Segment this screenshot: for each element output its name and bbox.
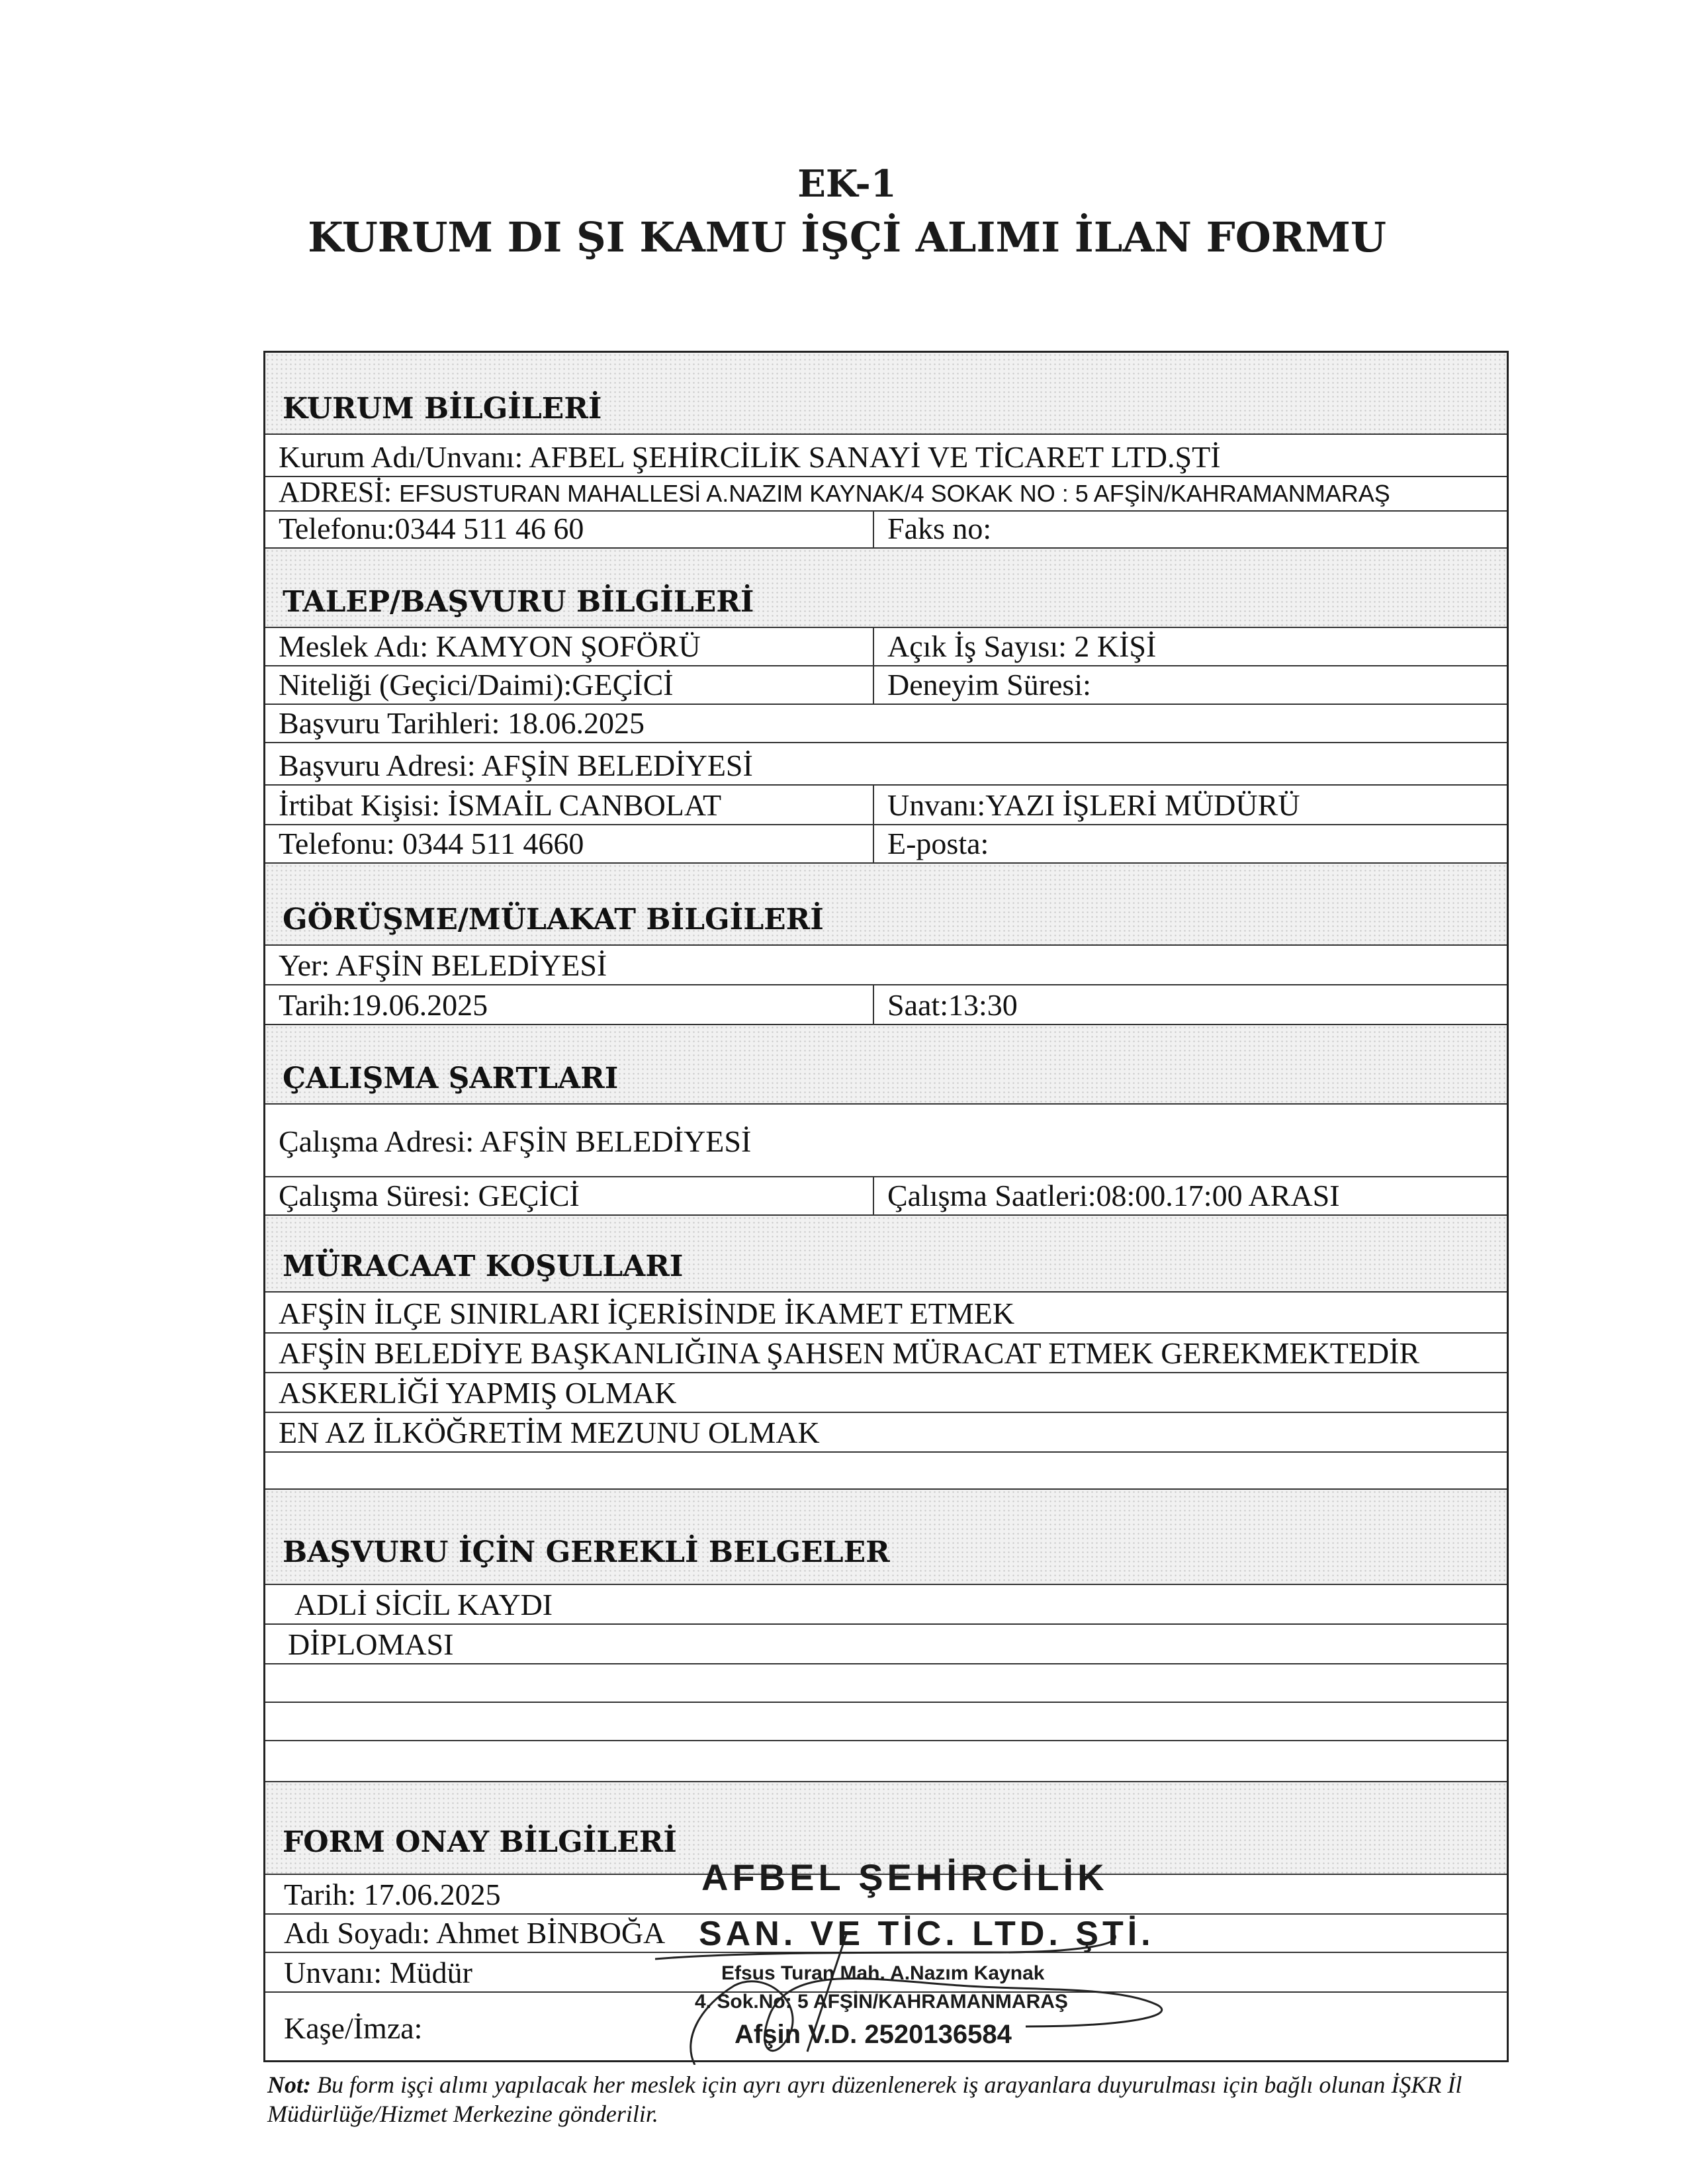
talep-row-6 <box>265 825 1507 864</box>
occupation: Meslek Adı: KAMYON ŞOFÖRÜ <box>279 629 701 663</box>
column-divider <box>873 628 874 665</box>
stamp-signature-label: Kaşe/İmza: <box>284 2011 423 2045</box>
section-title: GÖRÜŞME/MÜLAKAT BİLGİLERİ <box>283 903 824 936</box>
kurum-address-row <box>265 477 1507 512</box>
requirement: AFŞİN İLÇE SINIRLARI İÇERİSİNDE İKAMET ETMEK <box>279 1296 1015 1330</box>
column-divider <box>873 786 874 824</box>
section-calisma-header <box>265 1025 1507 1105</box>
column-divider <box>873 825 874 862</box>
stamp-line: Efsus Turan Mah. A.Nazım Kaynak <box>721 1962 1045 1984</box>
list-item <box>265 1334 1507 1373</box>
interview-date: Tarih:19.06.2025 <box>279 987 488 1022</box>
section-title: ÇALIŞMA ŞARTLARI <box>283 1062 619 1095</box>
interview-place: Yer: AFŞİN BELEDİYESİ <box>279 948 607 982</box>
list-item <box>265 1373 1507 1413</box>
stamp-line: Afşin V.D. 2520136584 <box>735 2020 1012 2049</box>
requirement: AFŞİN BELEDİYE BAŞKANLIĞINA ŞAHSEN MÜRACAT ETMEK GEREKMEKTEDİR <box>279 1336 1420 1370</box>
talep-row-4 <box>265 743 1507 786</box>
section-title: TALEP/BAŞVURU BİLGİLERİ <box>283 585 754 619</box>
kurum-fax: Faks no: <box>887 511 992 545</box>
contact-person: İrtibat Kişisi: İSMAİL CANBOLAT <box>279 788 722 822</box>
required-document: ADLİ SİCİL KAYDI <box>294 1587 553 1621</box>
note-label: Not: <box>267 2071 311 2098</box>
job-posting-form <box>263 351 1509 2062</box>
column-divider <box>873 985 874 1024</box>
calisma-row-1 <box>265 1105 1507 1177</box>
kurum-name-row <box>265 435 1507 477</box>
talep-row-3 <box>265 705 1507 743</box>
empty-row <box>265 1741 1507 1782</box>
list-item <box>265 1293 1507 1334</box>
approver-name: Adı Soyadı: Ahmet BİNBOĞA <box>284 1915 666 1950</box>
empty-row <box>265 1703 1507 1741</box>
employment-type: Niteliği (Geçici/Daimi):GEÇİCİ <box>279 667 674 702</box>
form-title: KURUM DI ŞI KAMU İŞÇİ ALIMI İLAN FORMU <box>308 213 1386 261</box>
column-divider <box>873 666 874 704</box>
kurum-name: Kurum Adı/Unvanı: AFBEL ŞEHİRCİLİK SANAYİ VE TİCARET LTD.ŞTİ <box>279 439 1221 474</box>
empty-row <box>265 1664 1507 1703</box>
required-document: DİPLOMASI <box>288 1627 454 1661</box>
open-positions: Açık İş Sayısı: 2 KİŞİ <box>887 629 1157 663</box>
list-item <box>265 1413 1507 1453</box>
section-talep-header <box>265 549 1507 628</box>
kurum-phone: Telefonu:0344 511 46 60 <box>279 511 584 545</box>
kurum-address: ADRESİ: EFSUSTURAN MAHALLESİ A.NAZIM KAYNAK/4 SOKAK NO : 5 AFŞİN/KAHRAMANMARAŞ <box>279 475 1390 508</box>
talep-row-1 <box>265 628 1507 666</box>
gorusme-row-1 <box>265 946 1507 985</box>
section-muracaat-header <box>265 1216 1507 1293</box>
gorusme-row-2 <box>265 985 1507 1025</box>
requirement: EN AZ İLKÖĞRETİM MEZUNU OLMAK <box>279 1415 820 1449</box>
calisma-row-2 <box>265 1177 1507 1216</box>
application-dates: Başvuru Tarihleri: 18.06.2025 <box>279 705 645 740</box>
experience: Deneyim Süresi: <box>887 667 1091 702</box>
section-kurum-header <box>265 353 1507 435</box>
contact-phone: Telefonu: 0344 511 4660 <box>279 826 584 860</box>
work-duration: Çalışma Süresi: GEÇİCİ <box>279 1178 580 1212</box>
interview-time: Saat:13:30 <box>887 987 1018 1022</box>
kurum-contact-row <box>265 512 1507 549</box>
section-title: BAŞVURU İÇİN GEREKLİ BELGELER <box>283 1535 890 1569</box>
section-gorusme-header <box>265 864 1507 946</box>
application-address: Başvuru Adresi: AFŞİN BELEDİYESİ <box>279 748 753 782</box>
column-divider <box>873 1177 874 1214</box>
stamp-line: SAN. VE TİC. LTD. ŞTİ. <box>699 1915 1155 1953</box>
stamp-line: AFBEL ŞEHİRCİLİK <box>701 1856 1108 1898</box>
section-title: FORM ONAY BİLGİLERİ <box>283 1825 677 1859</box>
empty-row <box>265 1453 1507 1490</box>
approver-title: Unvanı: Müdür <box>284 1955 472 1989</box>
requirement: ASKERLİĞİ YAPMIŞ OLMAK <box>279 1375 677 1410</box>
talep-row-2 <box>265 666 1507 705</box>
stamp-line: 4. Sok.No: 5 AFŞİN/KAHRAMANMARAŞ <box>695 1991 1068 2013</box>
list-item <box>265 1625 1507 1664</box>
list-item <box>265 1585 1507 1625</box>
work-address: Çalışma Adresi: AFŞİN BELEDİYESİ <box>279 1124 752 1158</box>
section-title: KURUM BİLGİLERİ <box>283 392 602 426</box>
column-divider <box>873 512 874 547</box>
approval-date: Tarih: 17.06.2025 <box>284 1877 501 1911</box>
talep-row-5 <box>265 786 1507 825</box>
section-belgeler-header <box>265 1490 1507 1585</box>
footnote <box>267 2070 1525 2128</box>
company-stamp <box>655 1853 1171 2065</box>
contact-email: E-posta: <box>887 826 989 860</box>
section-title: MÜRACAAT KOŞULLARI <box>283 1250 684 1283</box>
note-text: Bu form işçi alımı yapılacak her meslek için ayrı ayrı düzenlenerek iş arayanlara duyurulması için bağlı olunan İŞKR İl Müdürlüğe/Hizmet Merkezine gönderilir. <box>267 2071 1462 2127</box>
work-hours: Çalışma Saatleri:08:00.17:00 ARASI <box>887 1178 1340 1212</box>
form-code: EK-1 <box>797 162 897 206</box>
contact-title: Unvanı:YAZI İŞLERİ MÜDÜRÜ <box>887 788 1300 822</box>
